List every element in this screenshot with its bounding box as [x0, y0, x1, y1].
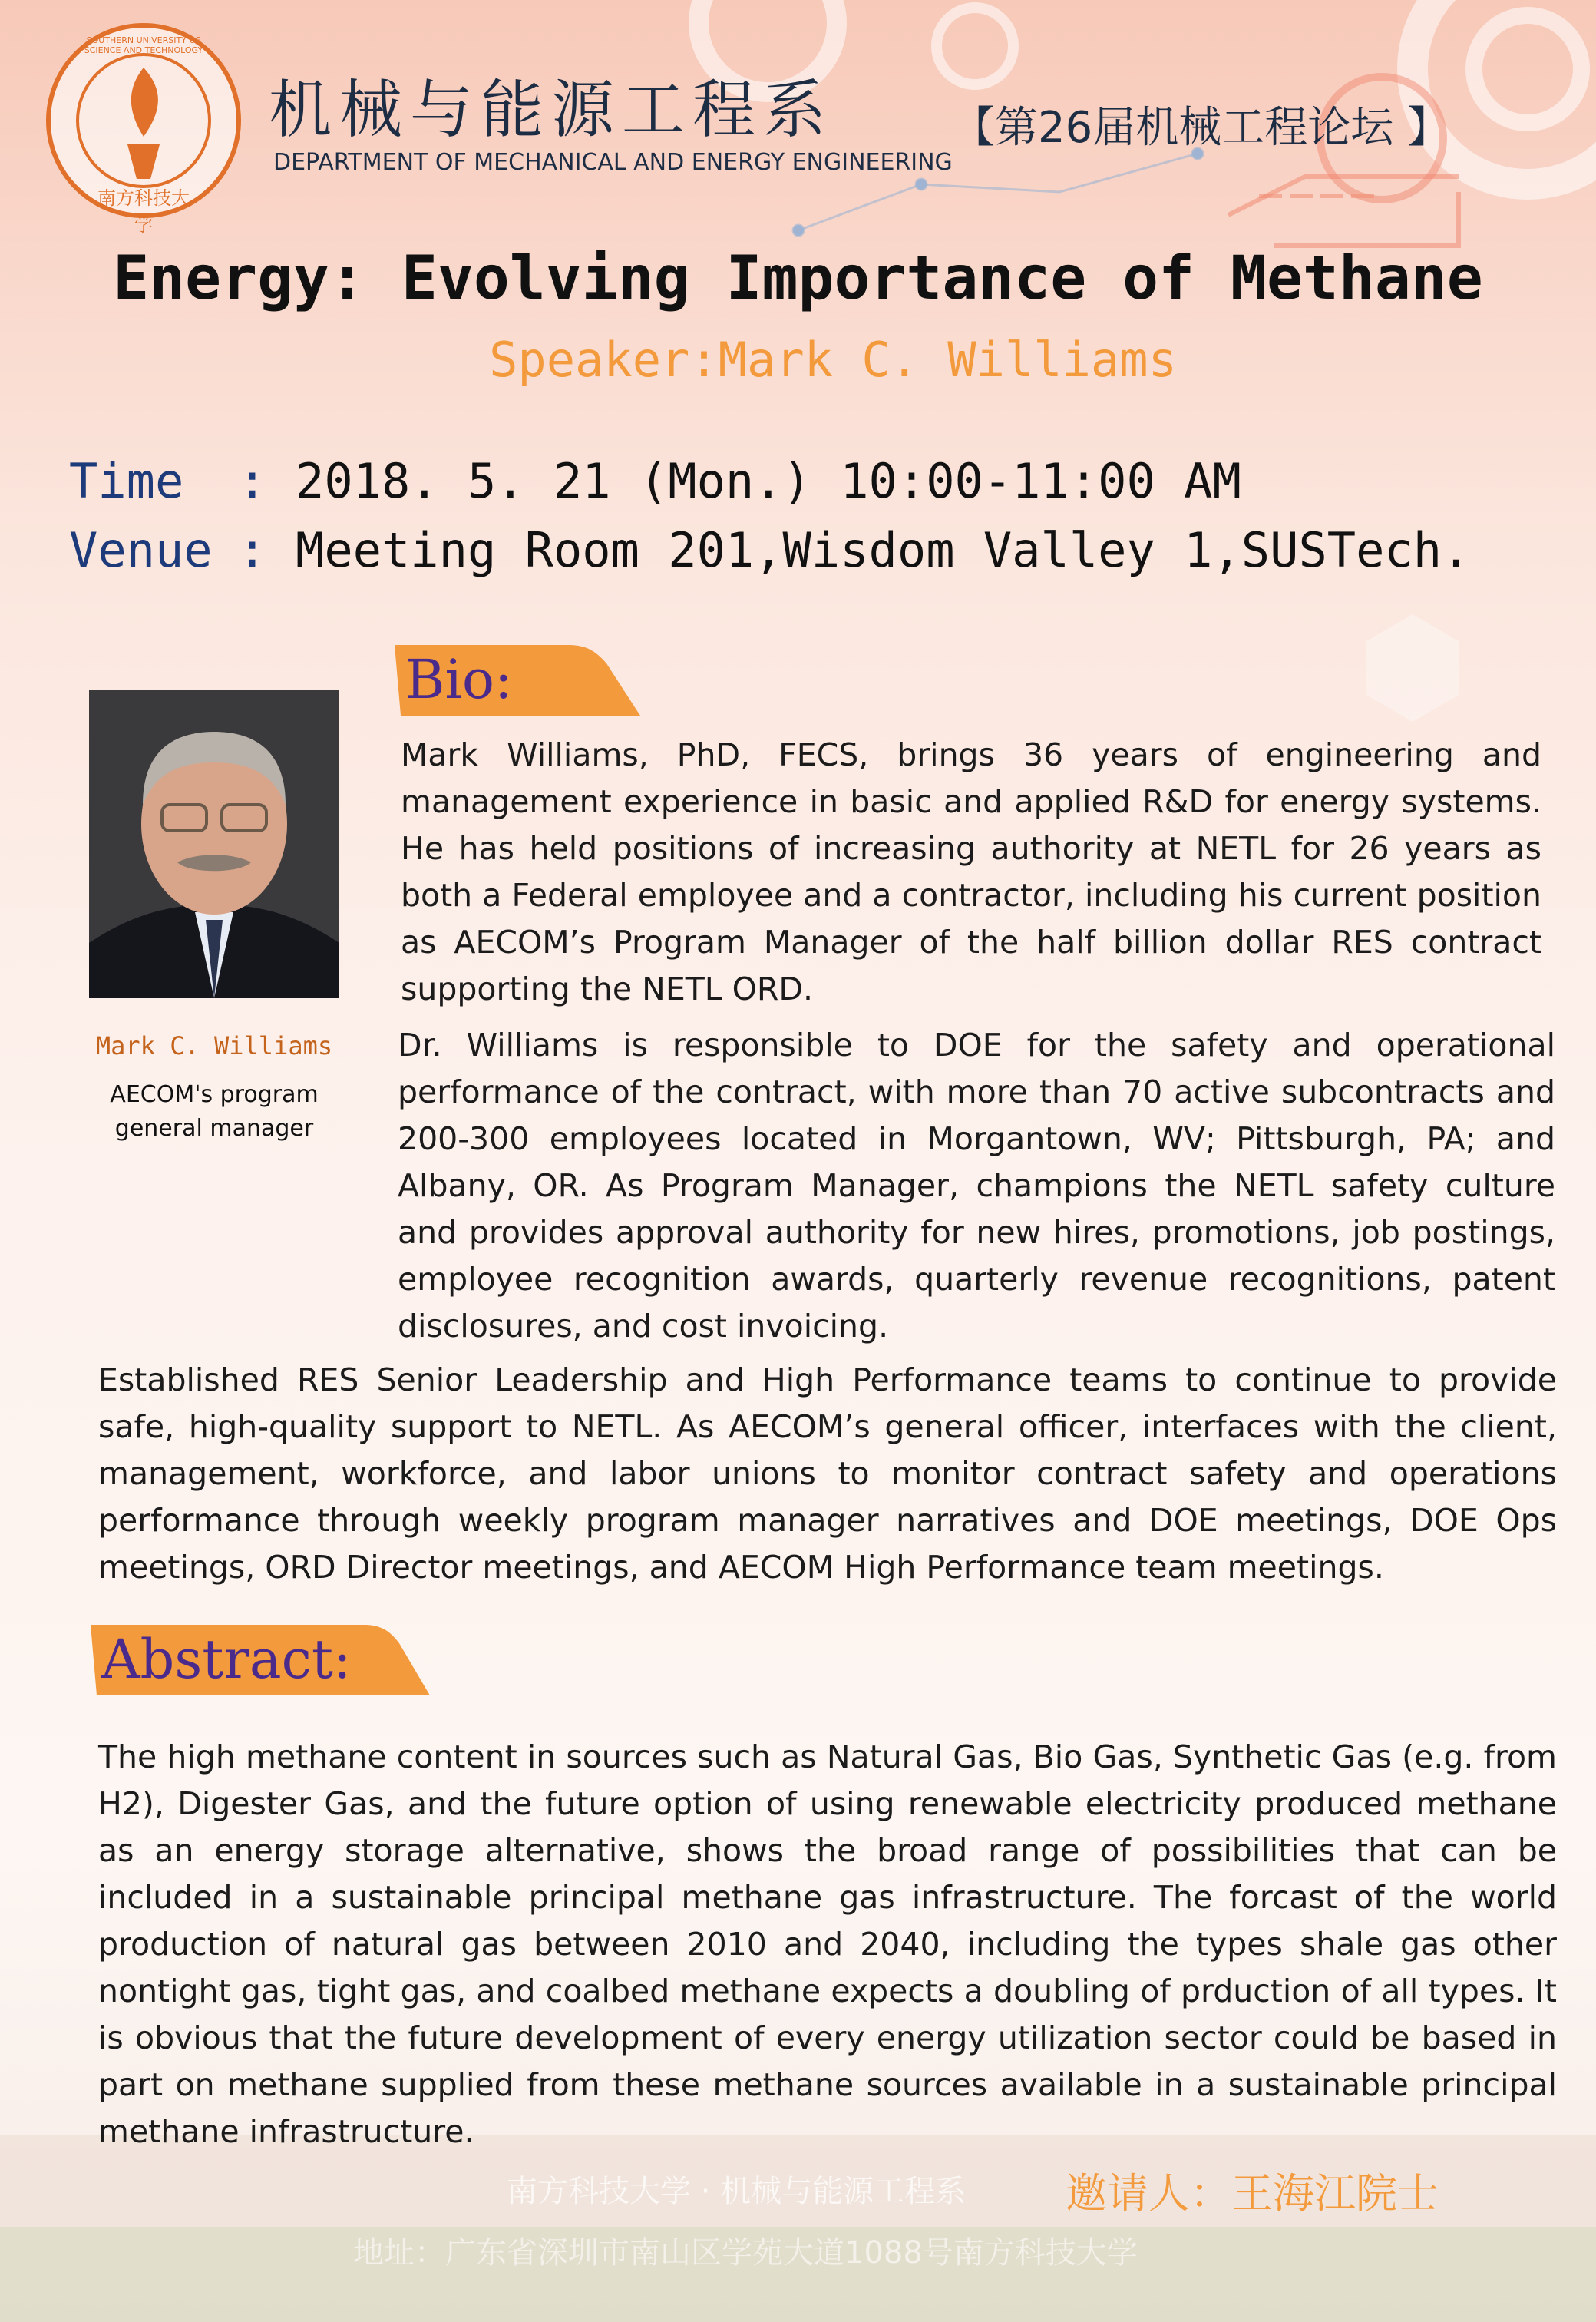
abstract-heading: Abstract:: [101, 1628, 352, 1691]
bio-heading-tab: [395, 645, 640, 719]
time-label: Time: [69, 453, 184, 509]
photo-caption-line1: AECOM's program: [110, 1081, 319, 1108]
bio-paragraph-1: Mark Williams, PhD, FECS, brings 36 years of engineering and management experience in basic and applied R&D for energy systems. He has held positions of increasing authority at NETL for 26 years as both a Federal employee and a contractor, including his current position as AECOM’s Program Manager of the half billion dollar RES contract supporting the NETL ORD.: [401, 736, 1541, 1007]
footer-org: 南方科技大学 · 机械与能源工程系: [507, 2174, 967, 2209]
venue-label: Venue: [69, 522, 213, 578]
speaker-line: Speaker:Mark C. Williams: [489, 332, 1177, 388]
photo-caption-line2: general manager: [114, 1115, 314, 1142]
time-separator: :: [238, 453, 267, 509]
speaker-photo: [89, 690, 339, 998]
logo-bottom-text: 南方科技大学: [97, 187, 190, 236]
bio-paragraph-3: Established RES Senior Leadership and High Performance teams to continue to provide safe, high-quality support to NETL. As AECOM’s general officer, interfaces with the client, management, workforce, and labor unions to monitor contract safety and operations performance through weekly program manager narratives and DOE meetings, DOE Ops meetings, ORD Director meetings, and AECOM High Performance team meetings.: [98, 1361, 1557, 1586]
logo-ring-text: SOUTHERN UNIVERSITY OF SCIENCE AND TECHNOLOGY: [84, 35, 203, 55]
time-value: 2018. 5. 21 (Mon.) 10:00-11:00 AM: [296, 453, 1241, 509]
abstract-heading-tab: [91, 1625, 430, 1698]
abstract-text: The high methane content in sources such as Natural Gas, Bio Gas, Synthetic Gas (e.g. from H2), Digester Gas, and the future option of using renewable electricity produced methane as an energy storage alternative, shows the broad range of possibilities that can be included in a sustainable principal methane gas infrastructure. The forcast of the world production of natural gas between 2010 and 2040, including the types shale gas other nontight gas, tight gas, and coalbed methane expects a doubling of prduction of all types. It is obvious that the future development of every energy utilization sector could be based in part on methane supplied from these methane sources available in a sustainable principal methane infrastructure.: [98, 1738, 1557, 2150]
footer-address: 地址：广东省深圳市南山区学苑大道1088号南方科技大学: [353, 2235, 1138, 2271]
venue-separator: :: [238, 522, 267, 578]
bio-paragraph-2: Dr. Williams is responsible to DOE for the safety and operational performance of the contract, with more than 70 active subcontracts and 200-300 employees located in Morgantown, WV; Pittsburgh, PA; and Albany, OR. As Program Manager, champions the NETL safety culture and provides approval authority for new hires, promotions, job postings, employee recognition awards, quarterly revenue recognitions, patent disclosures, and cost invoicing.: [398, 1027, 1555, 1345]
university-logo: [45, 22, 243, 236]
talk-title: Energy: Evolving Importance of Methane: [113, 244, 1483, 313]
venue-value: Meeting Room 201,Wisdom Valley 1,SUSTech.: [296, 522, 1471, 578]
footer-inviter: 邀请人：王海江院士: [1066, 2169, 1439, 2218]
department-title-en: DEPARTMENT OF MECHANICAL AND ENERGY ENGINEERING: [273, 149, 953, 176]
bio-heading: Bio:: [405, 648, 513, 711]
photo-name: Mark C. Williams: [95, 1031, 333, 1060]
department-title-cn: 机械与能源工程系: [269, 74, 834, 147]
forum-title: 【第26届机械工程论坛 】: [952, 103, 1451, 153]
